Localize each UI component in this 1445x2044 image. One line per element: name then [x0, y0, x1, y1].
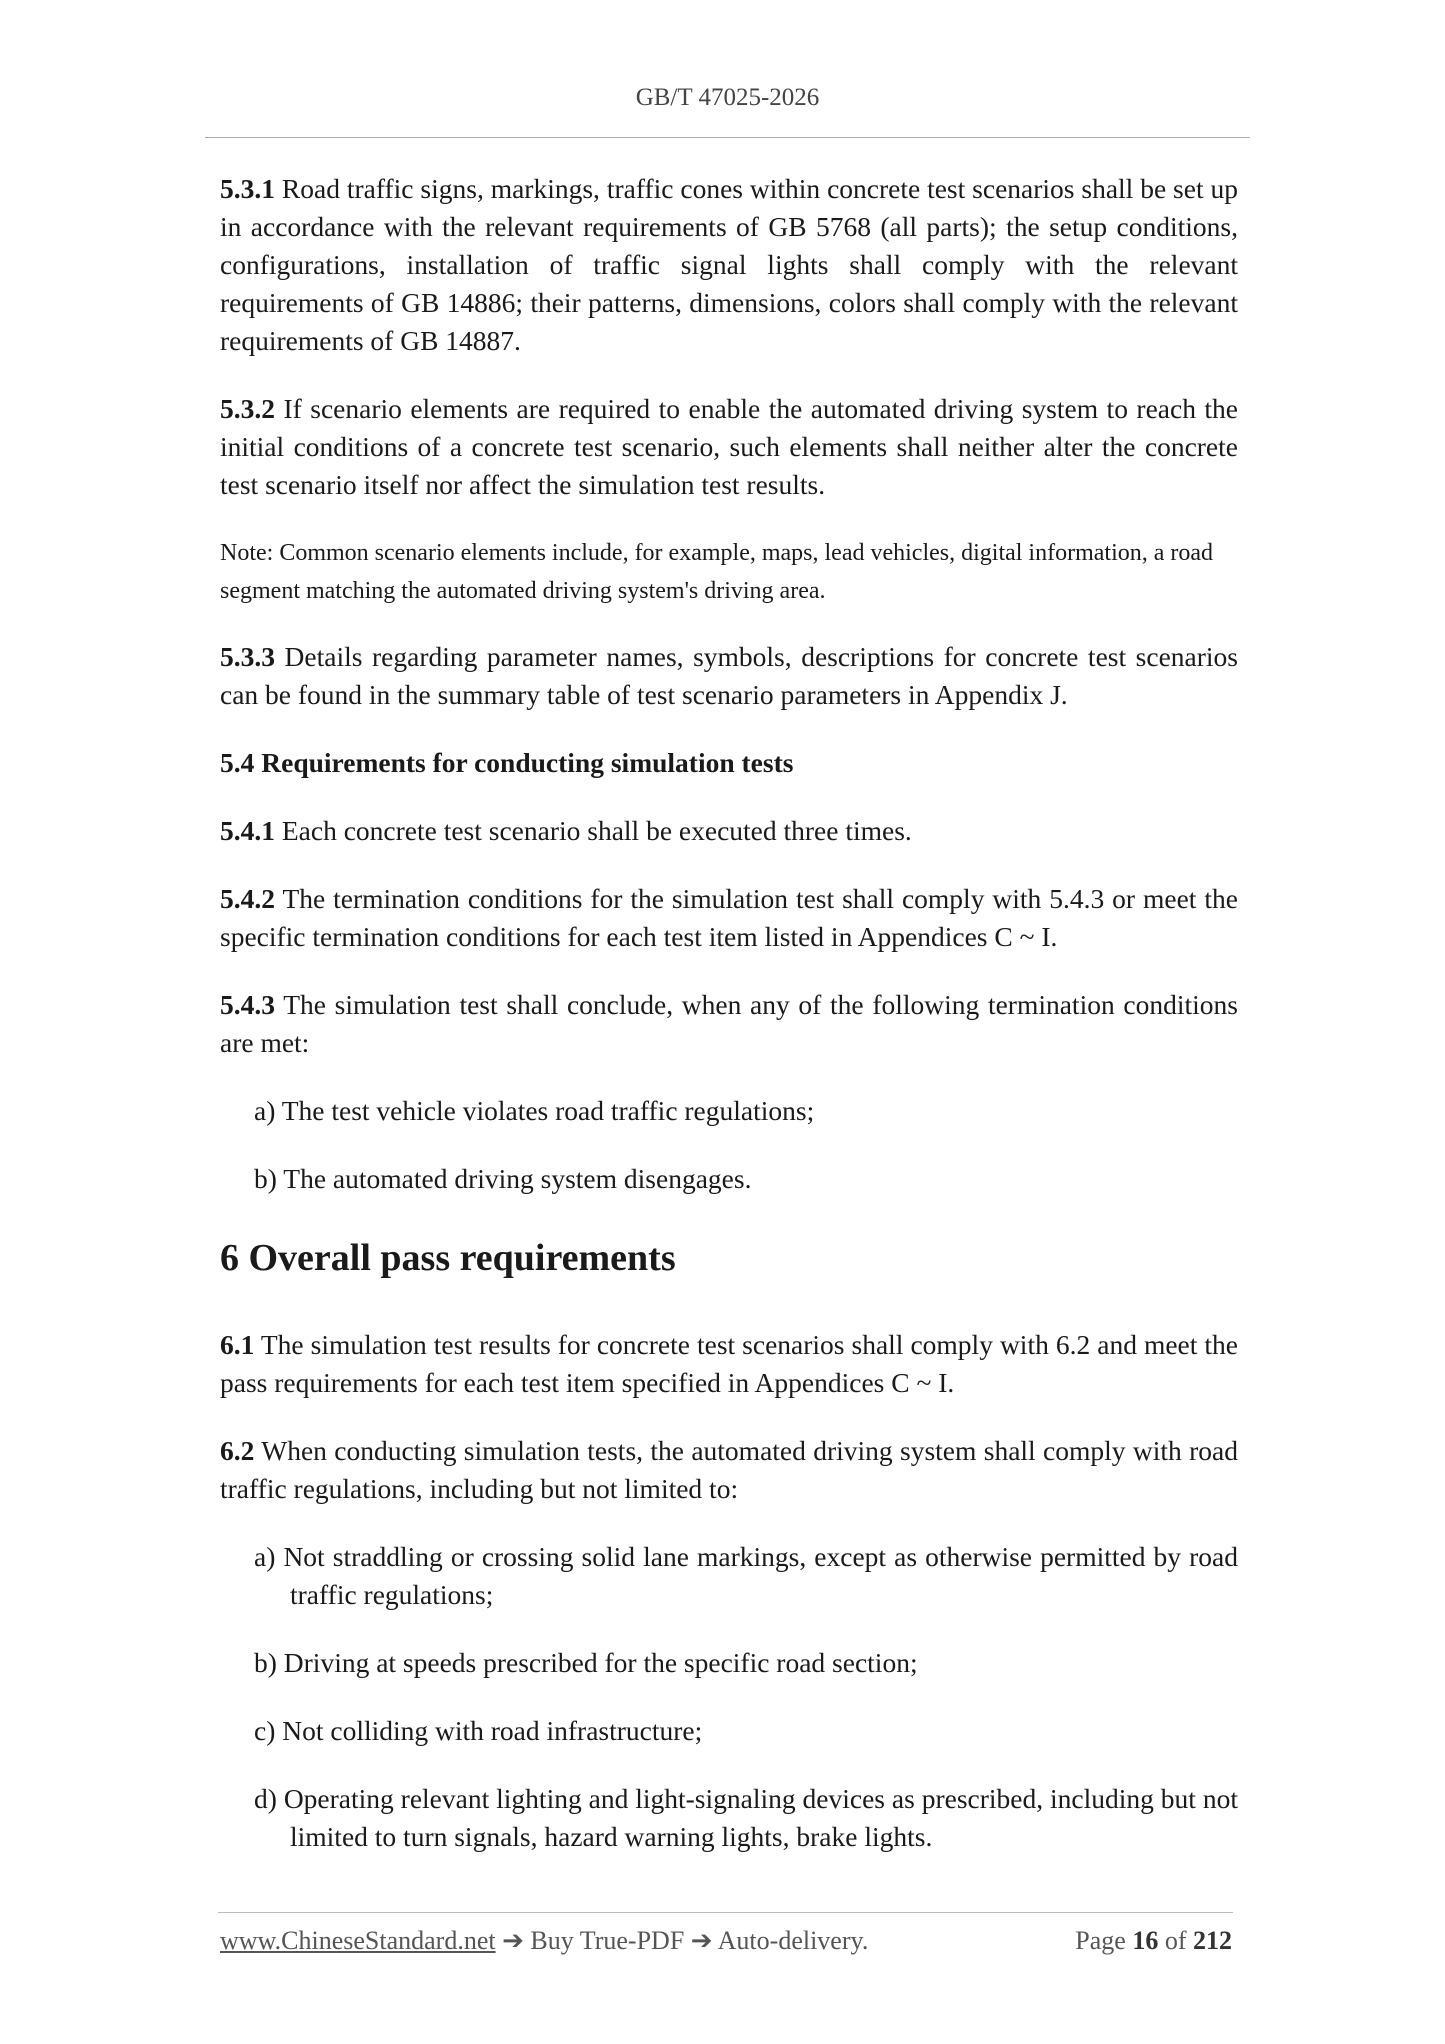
clause-text: The simulation test shall conclude, when any of the following termination conditions are met:	[220, 989, 1238, 1058]
clause-text: Details regarding parameter names, symbols, descriptions for concrete test scenarios can be found in the summary table of test scenario parameters in Appendix J.	[220, 641, 1238, 710]
note: Note: Common scenario elements include, for example, maps, lead vehicles, digital information, a road segment matching the automated driving system's driving area.	[220, 540, 1214, 604]
clause-number: 6.1	[220, 1329, 255, 1360]
clause-text: The termination conditions for the simulation test shall comply with 5.4.3 or meet the specific termination conditions for each test item listed in Appendices C ~ I.	[220, 883, 1238, 952]
clause-text: Each concrete test scenario shall be executed three times.	[275, 815, 912, 846]
document-body	[220, 170, 1238, 1886]
clause-number: 5.4.3	[220, 989, 275, 1020]
clause-text: The simulation test results for concrete test scenarios shall comply with 6.2 and meet the pass requirements for each test item specified in Appendices C ~ I.	[220, 1329, 1238, 1398]
list-item: b) Driving at speeds prescribed for the specific road section;	[254, 1647, 918, 1678]
website-link[interactable]: www.ChineseStandard.net	[220, 1926, 496, 1955]
total-pages: 212	[1193, 1926, 1232, 1955]
section-heading-6: 6 Overall pass requirements	[220, 1237, 676, 1279]
header-divider	[205, 137, 1250, 138]
current-page: 16	[1132, 1926, 1159, 1955]
footer-divider	[218, 1912, 1233, 1913]
of-label: of	[1158, 1926, 1193, 1955]
clause-number: 5.3.1	[220, 173, 275, 204]
heading-5-4: 5.4 Requirements for conducting simulation tests	[220, 747, 794, 778]
clause-text: When conducting simulation tests, the automated driving system shall comply with road traffic regulations, including but not limited to:	[220, 1435, 1238, 1504]
list-item: d) Operating relevant lighting and light-signaling devices as prescribed, including but not limited to turn signals, hazard warning lights, brake lights.	[254, 1783, 1238, 1852]
page-number	[1075, 1926, 1232, 1960]
list-item: c) Not colliding with road infrastructure;	[254, 1715, 703, 1746]
clause-5-3-3	[220, 638, 1238, 714]
clause-number: 5.4.2	[220, 883, 275, 914]
clause-6-1	[220, 1326, 1238, 1402]
clause-5-4-2	[220, 880, 1238, 956]
footer-promo	[220, 1926, 868, 1960]
clause-5-4-3	[220, 986, 1238, 1062]
clause-number: 5.3.3	[220, 641, 275, 672]
clause-5-3-1	[220, 170, 1238, 360]
document-header: GB/T 47025-2026	[635, 84, 820, 111]
clause-5-4-1	[220, 812, 1238, 850]
buy-text: Buy True-PDF	[523, 1926, 691, 1955]
clause-6-2	[220, 1432, 1238, 1508]
clause-number: 5.4.1	[220, 815, 275, 846]
clause-text: Road traffic signs, markings, traffic cones within concrete test scenarios shall be set up in accordance with the relevant requirements of GB 5768 (all parts); the setup conditions, configurations, installation of traffic signal lights shall comply with the relevant requirements of GB 14886; their patterns, dimensions, colors shall comply with the relevant requirements of GB 14887.	[220, 173, 1238, 356]
list-item: a) The test vehicle violates road traffic regulations;	[254, 1095, 815, 1126]
arrow-icon: ➔	[690, 1926, 713, 1955]
page-label: Page	[1075, 1926, 1133, 1955]
list-item: a) Not straddling or crossing solid lane markings, except as otherwise permitted by road traffic regulations;	[254, 1541, 1238, 1610]
delivery-text: Auto-delivery.	[712, 1926, 869, 1955]
clause-number: 6.2	[220, 1435, 255, 1466]
arrow-icon: ➔	[502, 1926, 524, 1955]
list-item: b) The automated driving system disengages.	[254, 1163, 752, 1194]
clause-5-3-2	[220, 390, 1238, 504]
clause-text: If scenario elements are required to enable the automated driving system to reach the initial conditions of a concrete test scenario, such elements shall neither alter the concrete test scenario itself nor affect the simulation test results.	[220, 393, 1238, 500]
page-footer	[220, 1926, 1232, 1960]
clause-number: 5.3.2	[220, 393, 275, 424]
